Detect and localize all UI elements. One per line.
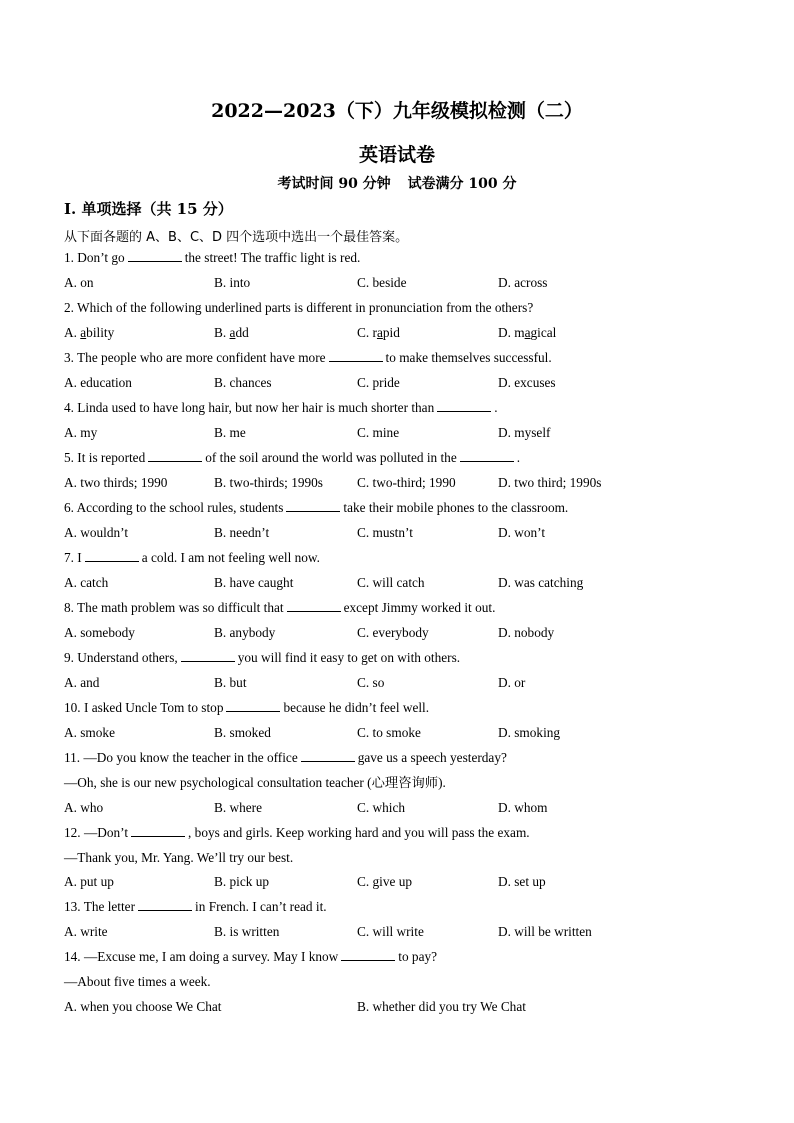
answer-blank xyxy=(181,649,235,662)
option-b: B. chances xyxy=(214,375,272,390)
option-b: B. where xyxy=(214,800,262,815)
option-a: A. catch xyxy=(64,575,109,590)
option-c: C. will write xyxy=(357,924,424,939)
option-b: B. but xyxy=(214,675,247,690)
option-a: A. somebody xyxy=(64,625,135,640)
option-b: B. whether did you try We Chat xyxy=(357,999,526,1014)
answer-blank xyxy=(131,824,185,837)
question-10: 10. I asked Uncle Tom to stop because he didn’t feel well. xyxy=(64,700,430,715)
exam-subtitle: 英语试卷 xyxy=(358,144,435,166)
option-d: D. magical xyxy=(498,325,557,340)
option-d: D. two third; 1990s xyxy=(498,475,602,490)
question-11: 11. —Do you know the teacher in the office gave us a speech yesterday? xyxy=(64,750,507,765)
question-1 xyxy=(64,248,360,268)
option-c: C. everybody xyxy=(357,625,429,640)
question-12: 12. —Don’t , boys and girls. Keep working hard and you will pass the exam. xyxy=(64,825,530,840)
answer-blank xyxy=(138,898,192,911)
option-a: A. on xyxy=(64,275,94,290)
answer-blank xyxy=(287,599,341,612)
question-11-reply: —Oh, she is our new psychological consultation teacher (心理咨询师). xyxy=(64,775,446,790)
exam-score: 试卷满分 100 分 xyxy=(407,176,517,192)
option-a: A. and xyxy=(64,675,100,690)
option-c: C. rapid xyxy=(357,325,400,340)
question-13: 13. The letter in French. I can’t read it. xyxy=(64,899,327,914)
answer-blank xyxy=(329,349,383,362)
option-d: D. smoking xyxy=(498,725,561,740)
option-a: A. wouldn’t xyxy=(64,525,129,540)
question-3: 3. The people who are more confident have more to make themselves successful. xyxy=(64,350,552,365)
option-b: B. add xyxy=(214,325,249,340)
option-c: C. will catch xyxy=(357,575,425,590)
option-a: A. ability xyxy=(64,325,115,340)
option-d: D. won’t xyxy=(498,525,546,540)
option-c: C. to smoke xyxy=(357,725,421,740)
option-d: D. across xyxy=(498,275,548,290)
exam-title: 2022—2023（下）九年级模拟检测（二） xyxy=(211,100,583,122)
question-12-reply: —Thank you, Mr. Yang. We’ll try our best. xyxy=(64,850,294,865)
option-b: B. needn’t xyxy=(214,525,270,540)
option-a: A. my xyxy=(64,425,98,440)
option-d: D. was catching xyxy=(498,575,584,590)
exam-time: 考试时间 90 分钟 xyxy=(277,176,391,192)
option-a: A. when you choose We Chat xyxy=(64,999,222,1014)
option-d: D. myself xyxy=(498,425,551,440)
answer-blank xyxy=(341,948,395,961)
option-c: C. so xyxy=(357,675,385,690)
option-b: B. two-thirds; 1990s xyxy=(214,475,323,490)
option-d: D. will be written xyxy=(498,924,592,939)
question-5: 5. It is reported of the soil around the world was polluted in the . xyxy=(64,450,521,465)
option-b: B. anybody xyxy=(214,625,276,640)
option-a: A. two thirds; 1990 xyxy=(64,475,168,490)
section-instruction: 从下面各题的 A、B、C、D 四个选项中选出一个最佳答案。 xyxy=(64,230,409,245)
option-c: C. mustn’t xyxy=(357,525,413,540)
answer-blank xyxy=(128,249,182,262)
answer-blank xyxy=(85,549,139,562)
option-d: D. excuses xyxy=(498,375,556,390)
option-c: C. two-third; 1990 xyxy=(357,475,456,490)
option-b: B. is written xyxy=(214,924,280,939)
question-6: 6. According to the school rules, students take their mobile phones to the classroom. xyxy=(64,500,569,515)
option-b: B. smoked xyxy=(214,725,271,740)
question-7: 7. I a cold. I am not feeling well now. xyxy=(64,550,320,565)
answer-blank xyxy=(301,749,355,762)
option-c: C. mine xyxy=(357,425,400,440)
option-a: A. education xyxy=(64,375,132,390)
question-4: 4. Linda used to have long hair, but now her hair is much shorter than . xyxy=(64,400,498,415)
question-14-reply: —About five times a week. xyxy=(64,974,211,989)
option-a: A. smoke xyxy=(64,725,115,740)
option-c: C. give up xyxy=(357,874,413,889)
question-2: 2. Which of the following underlined parts is different in pronunciation from the others? xyxy=(64,300,534,315)
option-d: D. nobody xyxy=(498,625,555,640)
option-b: B. have caught xyxy=(214,575,294,590)
option-c: C. which xyxy=(357,800,406,815)
option-b: B. me xyxy=(214,425,246,440)
option-b: B. pick up xyxy=(214,874,270,889)
option-d: D. set up xyxy=(498,874,546,889)
option-d: D. whom xyxy=(498,800,548,815)
option-b: B. into xyxy=(214,275,251,290)
question-text: the street! The traffic light is red. xyxy=(184,250,361,265)
option-a: A. put up xyxy=(64,874,114,889)
question-8: 8. The math problem was so difficult that except Jimmy worked it out. xyxy=(64,600,496,615)
option-c: C. beside xyxy=(357,275,407,290)
answer-blank xyxy=(437,399,491,412)
answer-blank xyxy=(226,699,280,712)
option-a: A. who xyxy=(64,800,104,815)
answer-blank xyxy=(148,449,202,462)
option-c: C. pride xyxy=(357,375,400,390)
answer-blank xyxy=(460,449,514,462)
question-9: 9. Understand others, you will find it easy to get on with others. xyxy=(64,650,461,665)
question-14: 14. —Excuse me, I am doing a survey. May I know to pay? xyxy=(64,949,438,964)
option-a: A. write xyxy=(64,924,108,939)
section-heading: Ⅰ. 单项选择（共 15 分） xyxy=(64,200,233,218)
exam-info xyxy=(0,173,794,193)
answer-blank xyxy=(286,499,340,512)
option-d: D. or xyxy=(498,675,526,690)
question-text: 1. Don’t go xyxy=(64,250,125,265)
